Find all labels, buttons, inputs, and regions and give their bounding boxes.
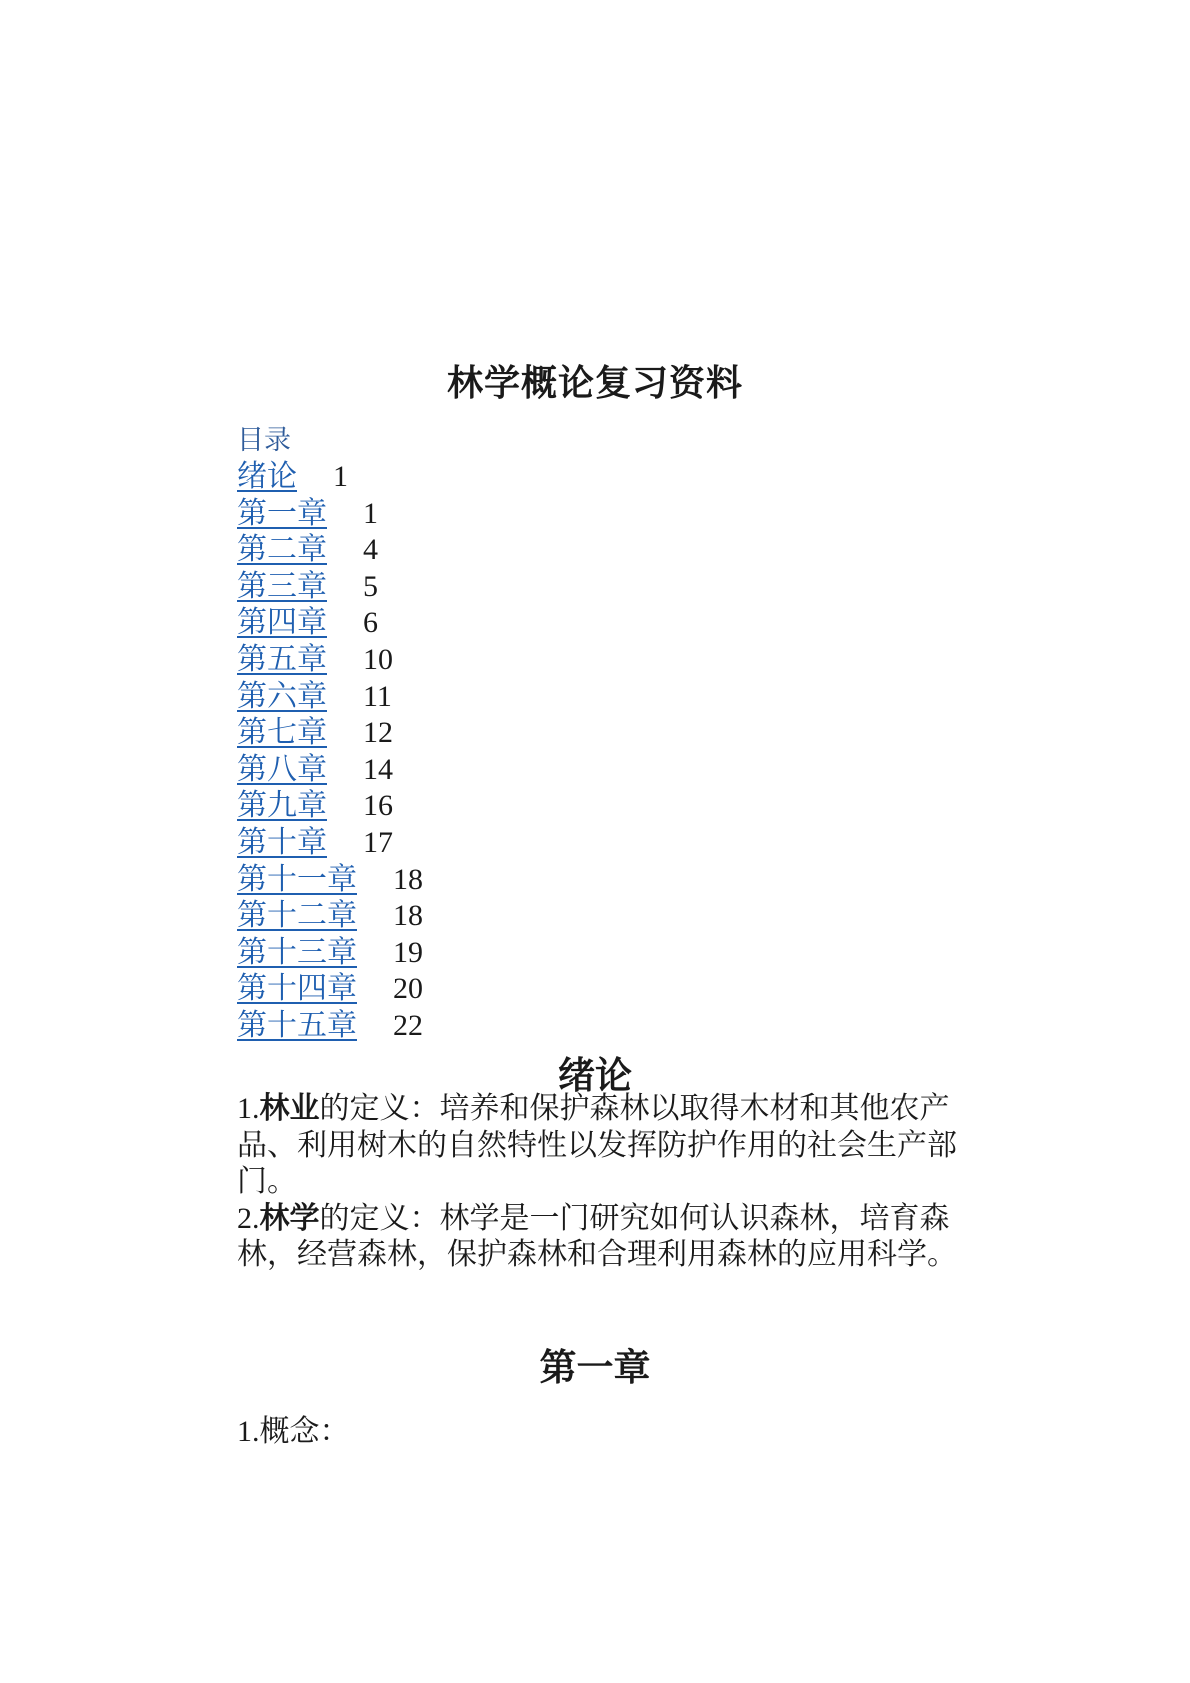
- toc-link[interactable]: 绪论: [237, 459, 297, 494]
- toc-page-number: 22: [393, 1008, 423, 1042]
- toc-link[interactable]: 第三章: [237, 568, 327, 604]
- section-heading-chapter-1: 第一章: [539, 1346, 651, 1389]
- table-of-contents: [237, 423, 423, 1045]
- toc-page-number: 10: [363, 642, 393, 676]
- toc-entry-chapter-6: [237, 679, 423, 716]
- toc-entry-chapter-7: [237, 715, 423, 752]
- defined-term: 林学: [259, 1200, 320, 1236]
- defined-term: 林业: [259, 1091, 320, 1126]
- toc-link[interactable]: 第十二章: [237, 898, 357, 934]
- toc-page-number: 1: [363, 496, 378, 530]
- toc-page-number: 4: [363, 533, 378, 567]
- toc-link[interactable]: 第十五章: [237, 1007, 357, 1043]
- toc-page-number: 14: [363, 752, 393, 786]
- toc-entry-chapter-2: [237, 532, 423, 569]
- toc-link[interactable]: 第二章: [237, 532, 327, 568]
- definition-paragraph: [237, 1201, 967, 1274]
- definition-text: 的定义：林学是一门研究如何认识森林，培育森林，经营森林，保护森林和合理利用森林的应用科学。: [237, 1200, 957, 1272]
- toc-entry-chapter-3: [237, 569, 423, 606]
- toc-entry-chapter-4: [237, 605, 423, 642]
- toc-page-number: 18: [393, 899, 423, 933]
- section-heading-intro: 绪论: [558, 1054, 632, 1097]
- toc-link[interactable]: 第七章: [237, 715, 327, 751]
- toc-entry-chapter-10: [237, 825, 423, 862]
- document-title: 林学概论复习资料: [446, 363, 743, 404]
- toc-entry-chapter-11: [237, 862, 423, 899]
- toc-link[interactable]: 第八章: [237, 751, 327, 787]
- toc-link[interactable]: 第一章: [237, 495, 327, 531]
- toc-link[interactable]: 第五章: [237, 641, 327, 677]
- toc-page-number: 18: [393, 862, 423, 896]
- toc-entry-chapter-9: [237, 788, 423, 825]
- item-number: 2.: [237, 1201, 260, 1235]
- toc-page-number: 20: [393, 972, 423, 1006]
- toc-entry-chapter-5: [237, 642, 423, 679]
- toc-page-number: 17: [363, 825, 393, 859]
- item-number: 1.: [237, 1092, 260, 1125]
- toc-page-number: 16: [363, 789, 393, 823]
- toc-page-number: 1: [333, 460, 348, 493]
- toc-heading: 目录: [237, 425, 291, 456]
- item-number: 1.: [237, 1415, 260, 1448]
- definition-text: 的定义：培养和保护森林以取得木材和其他农产品、利用树木的自然特性以发挥防护作用的社会生产部门。: [237, 1091, 957, 1199]
- toc-link[interactable]: 第四章: [237, 605, 327, 641]
- toc-link[interactable]: 第六章: [237, 678, 327, 714]
- toc-page-number: 12: [363, 716, 393, 750]
- toc-link[interactable]: 第九章: [237, 788, 327, 824]
- toc-entry-intro: [237, 459, 423, 496]
- point-text: 概念：: [259, 1414, 350, 1449]
- toc-entry-chapter-8: [237, 752, 423, 789]
- toc-page-number: 11: [363, 679, 392, 713]
- intro-body: [237, 1091, 967, 1274]
- toc-link[interactable]: 第十四章: [237, 971, 357, 1007]
- toc-page-number: 6: [363, 606, 378, 640]
- chapter-1-point: [237, 1414, 350, 1450]
- toc-entry-chapter-12: [237, 898, 423, 935]
- toc-link[interactable]: 第十一章: [237, 861, 357, 897]
- definition-paragraph: [237, 1091, 967, 1201]
- toc-entry-chapter-1: [237, 496, 423, 533]
- toc-entry-chapter-14: [237, 971, 423, 1008]
- toc-page-number: 5: [363, 569, 378, 603]
- toc-entry-chapter-15: [237, 1008, 423, 1045]
- toc-link[interactable]: 第十三章: [237, 934, 357, 970]
- toc-entry-chapter-13: [237, 935, 423, 972]
- toc-link[interactable]: 第十章: [237, 824, 327, 860]
- toc-page-number: 19: [393, 935, 423, 969]
